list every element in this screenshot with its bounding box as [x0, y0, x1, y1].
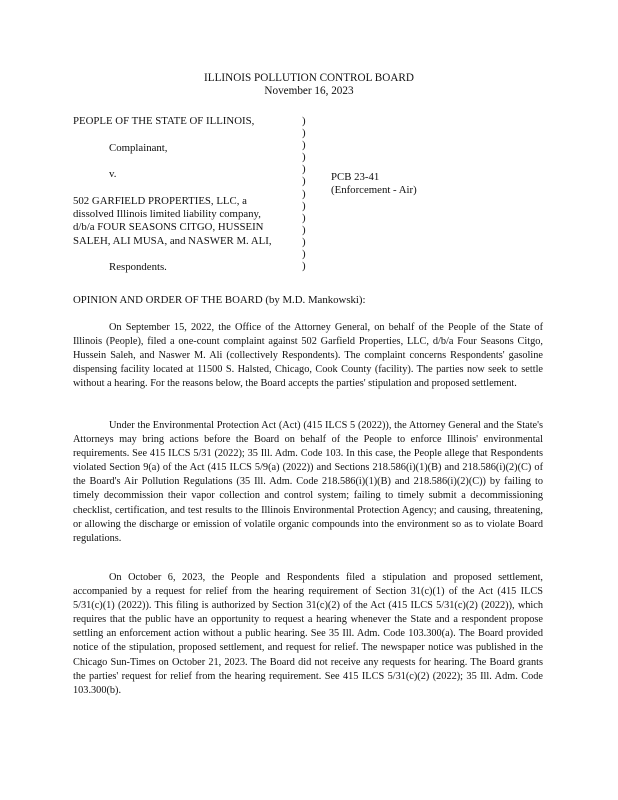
paren: )	[302, 248, 306, 261]
paren: )	[302, 187, 306, 200]
opinion-heading: OPINION AND ORDER OF THE BOARD (by M.D. Mankowski):	[73, 294, 366, 306]
plaintiff-name: PEOPLE OF THE STATE OF ILLINOIS,	[73, 115, 255, 127]
document-date: November 16, 2023	[264, 85, 354, 97]
respondent-line-2: dissolved Illinois limited liability company,	[73, 208, 261, 221]
caption-parentheses	[302, 115, 312, 272]
case-type: (Enforcement - Air)	[331, 184, 417, 197]
paren: )	[302, 163, 306, 176]
respondent-line-4: SALEH, ALI MUSA, and NASWER M. ALI,	[73, 234, 272, 247]
paren: )	[302, 235, 306, 248]
respondents-label: Respondents.	[109, 261, 167, 274]
case-number: PCB 23-41	[331, 171, 380, 183]
paragraph-text: On October 6, 2023, the People and Respondents filed a stipulation and proposed settlement, accompanied by a request for relief from the hearing requirement of Section 31(c)(1) of the Act (415 ILCS 5/31(c)(1) (2022)). This filing is authorized by Section 31(c)(2) of the Act (415 ILCS 5/31(c)(2) (2022)), which requires that the public have an opportunity to request a hearing whenever the State and a respondent propose settling an enforcement action without a public hearing. See 35 Ill. Adm. Code 103.300(a). The Board provided notice of the stipulation, proposed settlement, and request for relief. The newspaper notice was published in the Chicago Sun-Times on October 21, 2023. The Board did not receive any requests for hearing. The Board grants the parties' request for relief from the hearing requirement. See 415 ILCS 5/31(c)(2) (2022); 35 Ill. Adm. Code 103.300(b).	[73, 572, 543, 696]
paren: )	[302, 139, 306, 152]
versus-label: v.	[109, 168, 117, 181]
paren: )	[302, 223, 306, 236]
paren: )	[302, 260, 306, 273]
complainant-label: Complainant,	[109, 141, 168, 154]
paragraph-text: Under the Environmental Protection Act (Act) (415 ILCS 5 (2022)), the Attorney General and the State's Attorneys may bring actions before the Board on behalf of the People to enforce Illinois' environmental requirements. See 415 ILCS 5/31 (2022); 35 Ill. Adm. Code 103. In this case, the People allege that Respondents violated Section 9(a) of the Act (415 ILCS 5/9(a) (2022)) and Sections 218.586(i)(1)(B) and 218.586(i)(2)(C) of the Board's Air Pollution Regulations (35 Ill. Adm. Code 218.586(i)(1)(B) and 218.586(i)(2)(C)) by failing to timely decommission their vapor collection and control system; failing to timely submit a decommissioning checklist, certification, and test results to the Illinois Environmental Protection Agency; and causing, threatening, or allowing the discharge or emission of volatile organic compounds into the environment so as to violate Board regulations.	[73, 420, 543, 544]
caption-case-info	[331, 171, 417, 198]
paren: )	[302, 175, 306, 188]
paragraph-text: On September 15, 2022, the Office of the Attorney General, on behalf of the People of the State of Illinois (People), filed a one-count complaint against 502 Garfield Properties, LLC, d/b/a Four Seasons Citgo, Hussein Saleh, and Naswer M. Ali (collectively Respondents). The complaint concerns Respondents' gasoline dispensing facility located at 11500 S. Halsted, Chicago, Cook County (facility). The parties now seek to settle without a hearing. For the reasons below, the Board accepts the parties' stipulation and proposed settlement.	[73, 322, 543, 390]
document-header	[0, 72, 618, 98]
respondent-line-1: 502 GARFIELD PROPERTIES, LLC, a	[73, 194, 247, 207]
caption-parties	[73, 115, 301, 275]
body-paragraph-2	[73, 419, 543, 546]
paren: )	[302, 115, 306, 127]
respondent-line-3: d/b/a FOUR SEASONS CITGO, HUSSEIN	[73, 221, 264, 234]
body-paragraph-1	[73, 321, 543, 391]
paren: )	[302, 127, 306, 140]
paren: )	[302, 211, 306, 224]
paren: )	[302, 151, 306, 164]
body-paragraph-3	[73, 571, 543, 698]
agency-title: ILLINOIS POLLUTION CONTROL BOARD	[204, 72, 414, 84]
paren: )	[302, 199, 306, 212]
